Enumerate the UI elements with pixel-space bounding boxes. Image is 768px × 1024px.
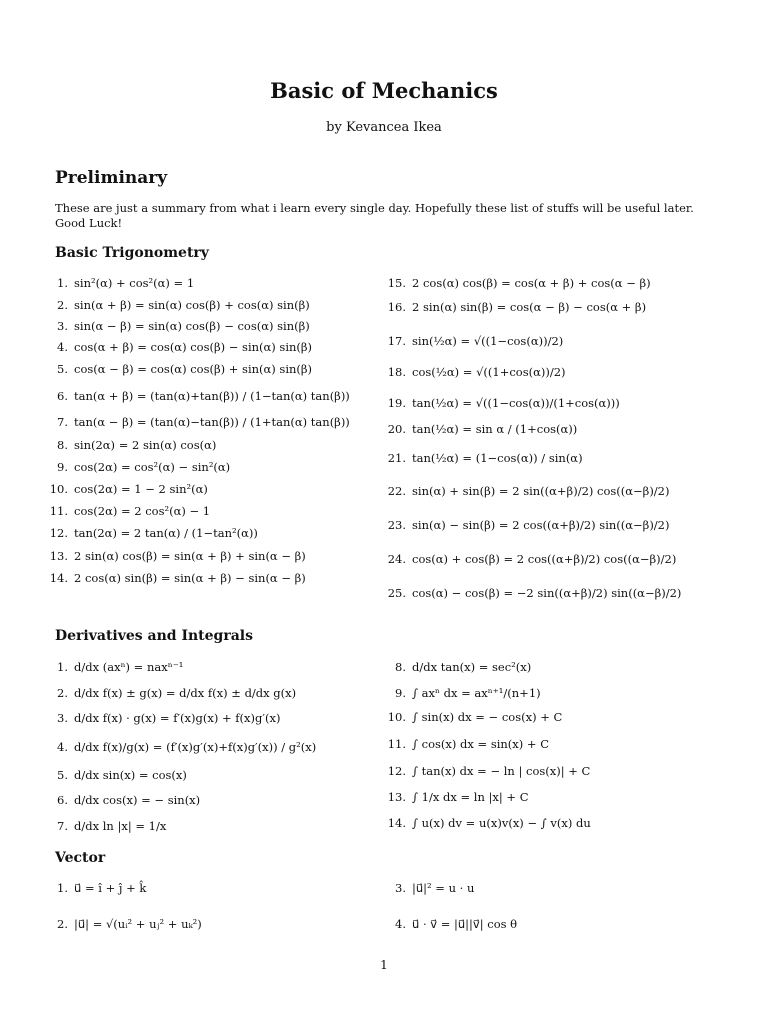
list-item: 19. tan(½α) = √((1−cos(α))/(1+cos(α))) xyxy=(387,396,620,410)
list-item: 5. d/dx sin(x) = cos(x) xyxy=(57,768,187,782)
list-item: 4. cos(α + β) = cos(α) cos(β) − sin(α) sin(β) xyxy=(57,340,313,354)
list-item: 14. ∫ u(x) dv = u(x)v(x) − ∫ v(x) du xyxy=(387,816,591,830)
list-item: 1. sin²(α) + cos²(α) = 1 xyxy=(57,276,195,290)
list-item: 14. 2 cos(α) sin(β) = sin(α + β) − sin(α − β) xyxy=(49,571,306,585)
list-item: 10. ∫ sin(x) dx = − cos(x) + C xyxy=(387,710,563,724)
list-item: 7. d/dx ln |x| = 1/x xyxy=(57,819,167,833)
list-item: 15. 2 cos(α) cos(β) = cos(α + β) + cos(α − β) xyxy=(387,276,651,290)
list-item: 25. cos(α) − cos(β) = −2 sin((α+β)/2) sin((α−β)/2) xyxy=(387,586,682,600)
list-item: 4. d/dx f(x)/g(x) = (f′(x)g′(x)+f(x)g′(x)) / g²(x) xyxy=(57,740,317,754)
list-item: 11. ∫ cos(x) dx = sin(x) + C xyxy=(387,737,550,751)
list-item: 5. cos(α − β) = cos(α) cos(β) + sin(α) sin(β) xyxy=(57,362,313,376)
list-item: 9. cos(2α) = cos²(α) − sin²(α) xyxy=(57,460,231,474)
list-item: 20. tan(½α) = sin α / (1+cos(α)) xyxy=(387,422,578,436)
list-item: 23. sin(α) − sin(β) = 2 cos((α+β)/2) sin((α−β)/2) xyxy=(387,518,670,532)
list-item: 24. cos(α) + cos(β) = 2 cos((α+β)/2) cos((α−β)/2) xyxy=(387,552,677,566)
subsection-heading-trigonometry: Basic Trigonometry xyxy=(55,245,209,261)
list-item: 10. cos(2α) = 1 − 2 sin²(α) xyxy=(49,482,208,496)
list-item: 8. d/dx tan(x) = sec²(x) xyxy=(395,660,532,674)
trig-right-column xyxy=(378,276,682,600)
subsection-heading-calculus: Derivatives and Integrals xyxy=(55,628,253,644)
list-item: 2. |u⃗| = √(uᵢ² + uⱼ² + uₖ²) xyxy=(57,917,202,931)
list-item: 6. d/dx cos(x) = − sin(x) xyxy=(57,793,201,807)
list-item: 2. d/dx f(x) ± g(x) = d/dx f(x) ± d/dx g(x) xyxy=(57,686,297,700)
vector-right-column xyxy=(378,881,518,931)
list-item: 13. 2 sin(α) cos(β) = sin(α + β) + sin(α − β) xyxy=(49,549,306,563)
calculus-right-column xyxy=(378,660,591,830)
list-item: 3. d/dx f(x) · g(x) = f′(x)g(x) + f(x)g′(x) xyxy=(57,711,281,725)
list-item: 7. tan(α − β) = (tan(α)−tan(β)) / (1+tan(α) tan(β)) xyxy=(57,415,350,429)
list-item: 22. sin(α) + sin(β) = 2 sin((α+β)/2) cos((α−β)/2) xyxy=(387,484,670,498)
list-item: 13. ∫ 1/x dx = ln |x| + C xyxy=(387,790,529,804)
list-item: 3. sin(α − β) = sin(α) cos(β) − cos(α) sin(β) xyxy=(57,319,310,333)
list-item: 18. cos(½α) = √((1+cos(α))/2) xyxy=(387,365,566,379)
vector-left-column xyxy=(40,881,202,931)
subsection-heading-vector: Vector xyxy=(55,850,106,866)
list-item: 4. u⃗ · v⃗ = |u⃗||v⃗| cos θ xyxy=(395,917,518,931)
list-item: 1. u⃗ = î + ĵ + k̂ xyxy=(57,881,147,895)
list-item: 2. sin(α + β) = sin(α) cos(β) + cos(α) sin(β) xyxy=(57,298,310,312)
calculus-left-column xyxy=(40,660,317,833)
list-item: 17. sin(½α) = √((1−cos(α))/2) xyxy=(387,334,564,348)
intro-paragraph: These are just a summary from what i learn every single day. Hopefully these list of stuffs will be useful later. Good Luck! xyxy=(55,201,694,230)
list-item: 3. |u⃗|² = u · u xyxy=(395,881,475,895)
document-title: Basic of Mechanics xyxy=(270,78,498,103)
trig-left-column xyxy=(40,276,350,585)
list-item: 8. sin(2α) = 2 sin(α) cos(α) xyxy=(57,438,217,452)
list-item: 12. tan(2α) = 2 tan(α) / (1−tan²(α)) xyxy=(49,526,258,540)
list-item: 9. ∫ axⁿ dx = axⁿ⁺¹/(n+1) xyxy=(395,686,541,700)
page-number: 1 xyxy=(380,958,388,972)
list-item: 1. d/dx (axⁿ) = naxⁿ⁻¹ xyxy=(57,660,184,674)
list-item: 16. 2 sin(α) sin(β) = cos(α − β) − cos(α + β) xyxy=(387,300,647,314)
list-item: 6. tan(α + β) = (tan(α)+tan(β)) / (1−tan(α) tan(β)) xyxy=(57,389,350,403)
list-item: 11. cos(2α) = 2 cos²(α) − 1 xyxy=(49,504,211,518)
section-heading-preliminary: Preliminary xyxy=(55,168,168,188)
list-item: 12. ∫ tan(x) dx = − ln | cos(x)| + C xyxy=(387,764,591,778)
document-author: by Kevancea Ikea xyxy=(326,120,442,135)
list-item: 21. tan(½α) = (1−cos(α)) / sin(α) xyxy=(387,451,583,465)
